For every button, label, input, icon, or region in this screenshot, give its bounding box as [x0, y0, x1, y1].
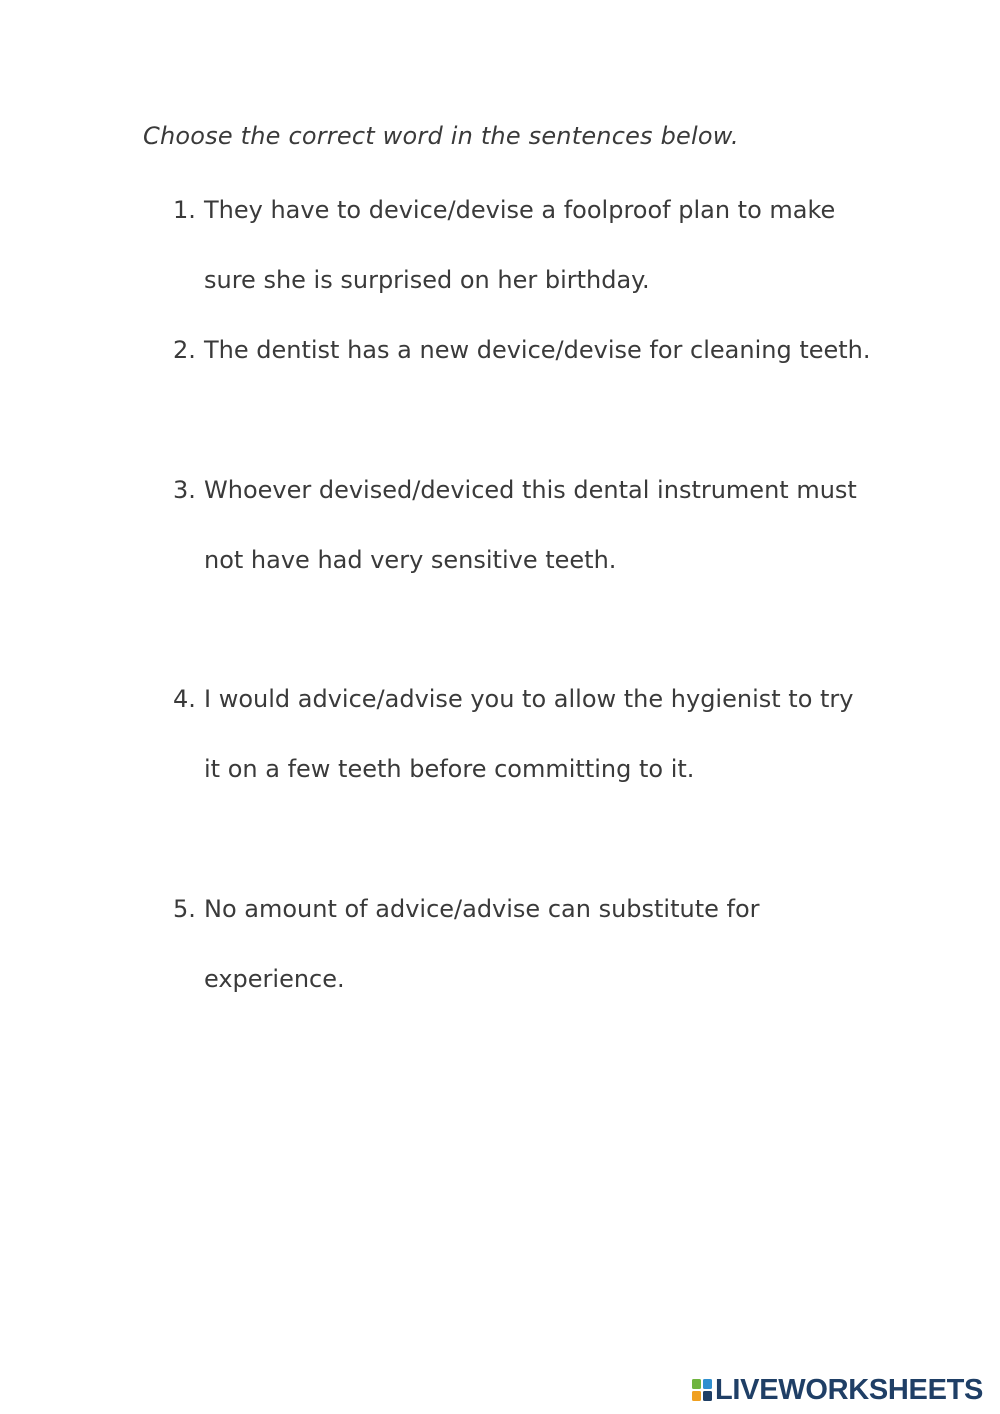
- question-text: Whoever devised/deviced this dental instrument must not have had very sensitive teeth.: [204, 476, 857, 574]
- question-item-2: [173, 315, 873, 385]
- question-number: 5.: [173, 895, 196, 923]
- question-item-4: [173, 664, 873, 804]
- brand-name: LIVEWORKSHEETS: [715, 1373, 984, 1406]
- liveworksheets-logo-icon: [692, 1379, 712, 1401]
- question-number: 3.: [173, 476, 196, 504]
- question-text: No amount of advice/advise can substitute for experience.: [204, 895, 760, 993]
- instruction-text: Choose the correct word in the sentences below.: [143, 122, 739, 150]
- question-text: I would advice/advise you to allow the hygienist to try it on a few teeth before committing to it.: [204, 685, 854, 783]
- question-number: 4.: [173, 685, 196, 713]
- question-item-5: [173, 874, 873, 1014]
- question-number: 2.: [173, 336, 196, 364]
- question-text: The dentist has a new device/devise for cleaning teeth.: [204, 336, 871, 364]
- question-text: They have to device/devise a foolproof plan to make sure she is surprised on her birthday.: [204, 196, 836, 294]
- question-number: 1.: [173, 196, 196, 224]
- liveworksheets-logo: [692, 1373, 983, 1407]
- question-item-3: [173, 455, 873, 595]
- question-item-1: [173, 175, 873, 315]
